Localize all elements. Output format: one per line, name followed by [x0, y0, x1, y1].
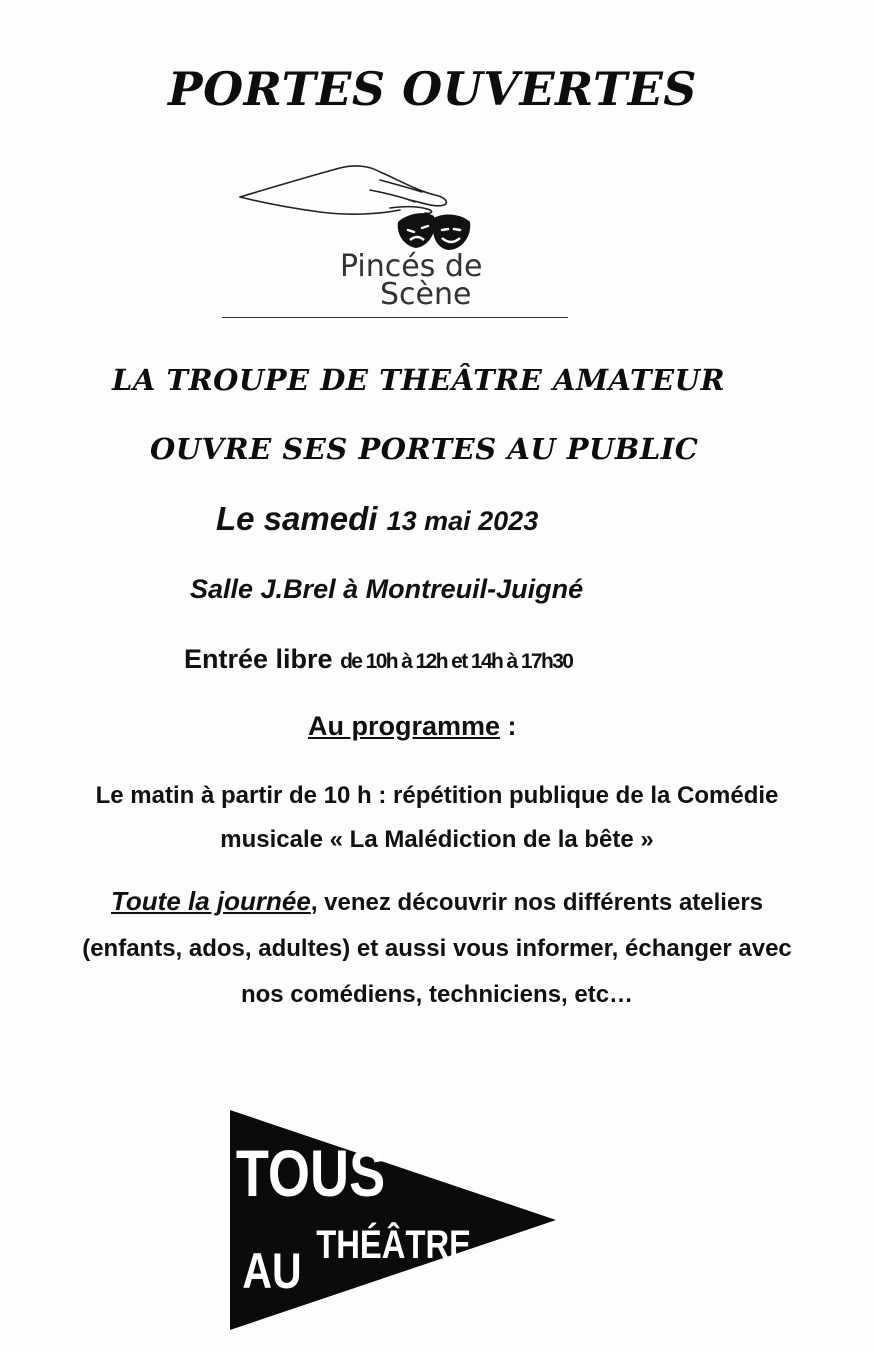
troupe-logo — [230, 150, 560, 310]
event-entry — [184, 644, 572, 675]
event-venue: Salle J.Brel à Montreuil-Juigné — [190, 574, 584, 604]
allday-emphasis: Toute la journée — [111, 886, 311, 916]
hand-icon — [240, 166, 446, 214]
morning-line2: musicale « La Malédiction de la bête » — [220, 826, 654, 853]
theatre-masks-icon — [398, 213, 471, 250]
logo-line1: Pincés de — [340, 249, 483, 284]
allday-line1 — [10, 878, 864, 926]
allday-rest1: , venez découvrir nos différents ateliers — [310, 889, 763, 916]
allday-line2: (enfants, ados, adultes) et aussi vous informer, échanger avec — [82, 935, 792, 962]
morning-line1: Le matin à partir de 10 h : répétition publique de la Comédie — [95, 782, 779, 809]
event-date — [216, 500, 538, 538]
pennant-word3: THÉÂTRE — [316, 1221, 472, 1267]
pennant-word1: TOUS — [235, 1135, 386, 1211]
page-title: PORTES OUVERTES — [168, 62, 697, 116]
program-heading — [308, 711, 517, 742]
event-date-value: 13 mai 2023 — [386, 506, 539, 536]
program-heading-suffix: : — [500, 711, 517, 741]
pennant-word2: AU — [242, 1243, 302, 1299]
allday-line3: nos comédiens, techniciens, etc… — [240, 981, 634, 1008]
program-morning — [10, 774, 864, 862]
headline-line1: LA TROUPE DE THEÂTRE AMATEUR — [112, 363, 726, 397]
headline-line2: OUVRE SES PORTES AU PUBLIC — [150, 432, 699, 466]
logo-line2: Scène — [380, 277, 472, 310]
program-allday — [10, 878, 864, 1018]
event-day: Le samedi — [216, 500, 378, 537]
pennant-logo — [226, 1108, 566, 1334]
program-heading-text: Au programme — [308, 711, 501, 741]
entry-label: Entrée libre — [184, 644, 333, 674]
entry-hours: de 10h à 12h et 14h à 17h30 — [340, 650, 573, 673]
divider — [222, 317, 568, 318]
